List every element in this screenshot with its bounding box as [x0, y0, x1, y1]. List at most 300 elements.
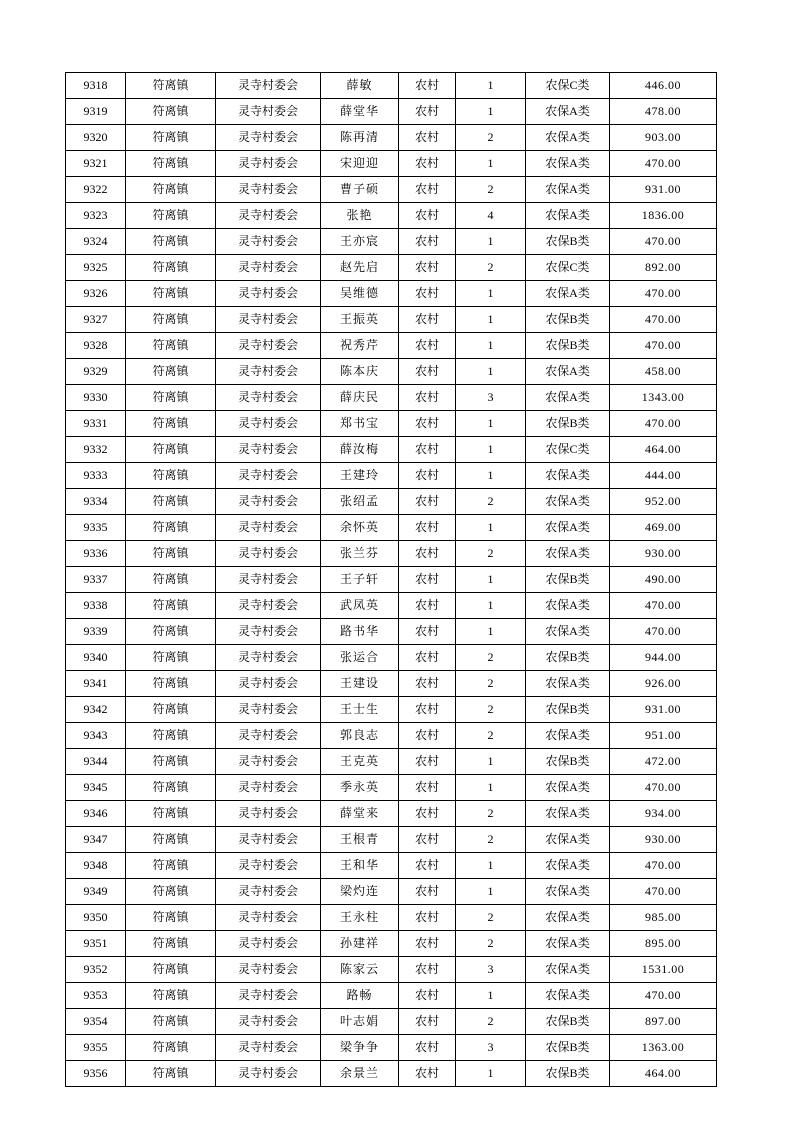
cell-id: 9353	[66, 983, 126, 1009]
cell-village: 灵寺村委会	[216, 827, 321, 853]
cell-count: 1	[456, 775, 526, 801]
cell-town: 符离镇	[126, 775, 216, 801]
cell-count: 1	[456, 151, 526, 177]
cell-town: 符离镇	[126, 333, 216, 359]
cell-amount: 892.00	[610, 255, 717, 281]
table-row	[66, 801, 717, 827]
cell-count: 1	[456, 749, 526, 775]
cell-amount: 930.00	[610, 541, 717, 567]
cell-type: 农村	[399, 1009, 456, 1035]
cell-village: 灵寺村委会	[216, 385, 321, 411]
cell-type: 农村	[399, 619, 456, 645]
cell-category: 农保C类	[526, 255, 610, 281]
cell-amount: 470.00	[610, 775, 717, 801]
table-row	[66, 151, 717, 177]
cell-id: 9336	[66, 541, 126, 567]
cell-village: 灵寺村委会	[216, 931, 321, 957]
cell-category: 农保B类	[526, 1035, 610, 1061]
cell-count: 1	[456, 567, 526, 593]
table-row	[66, 827, 717, 853]
cell-town: 符离镇	[126, 125, 216, 151]
cell-name: 王士生	[321, 697, 399, 723]
cell-amount: 490.00	[610, 567, 717, 593]
cell-type: 农村	[399, 567, 456, 593]
cell-type: 农村	[399, 437, 456, 463]
cell-name: 郑书宝	[321, 411, 399, 437]
cell-name: 王根青	[321, 827, 399, 853]
cell-amount: 1363.00	[610, 1035, 717, 1061]
cell-count: 1	[456, 99, 526, 125]
cell-id: 9352	[66, 957, 126, 983]
cell-type: 农村	[399, 125, 456, 151]
table-row	[66, 307, 717, 333]
cell-category: 农保A类	[526, 957, 610, 983]
cell-category: 农保A类	[526, 619, 610, 645]
cell-amount: 470.00	[610, 229, 717, 255]
cell-amount: 926.00	[610, 671, 717, 697]
cell-amount: 931.00	[610, 177, 717, 203]
cell-town: 符离镇	[126, 307, 216, 333]
table-row	[66, 515, 717, 541]
cell-category: 农保B类	[526, 333, 610, 359]
cell-count: 2	[456, 1009, 526, 1035]
cell-type: 农村	[399, 229, 456, 255]
cell-town: 符离镇	[126, 645, 216, 671]
cell-town: 符离镇	[126, 1061, 216, 1087]
cell-amount: 985.00	[610, 905, 717, 931]
cell-village: 灵寺村委会	[216, 983, 321, 1009]
cell-amount: 478.00	[610, 99, 717, 125]
cell-type: 农村	[399, 541, 456, 567]
cell-type: 农村	[399, 359, 456, 385]
cell-amount: 897.00	[610, 1009, 717, 1035]
cell-amount: 470.00	[610, 983, 717, 1009]
cell-village: 灵寺村委会	[216, 281, 321, 307]
cell-name: 张艳	[321, 203, 399, 229]
cell-village: 灵寺村委会	[216, 593, 321, 619]
cell-id: 9343	[66, 723, 126, 749]
cell-count: 2	[456, 255, 526, 281]
cell-town: 符离镇	[126, 827, 216, 853]
cell-type: 农村	[399, 671, 456, 697]
cell-category: 农保A类	[526, 489, 610, 515]
table-row	[66, 73, 717, 99]
cell-category: 农保A类	[526, 931, 610, 957]
cell-name: 郭良志	[321, 723, 399, 749]
cell-id: 9355	[66, 1035, 126, 1061]
table-row	[66, 437, 717, 463]
cell-town: 符离镇	[126, 515, 216, 541]
cell-type: 农村	[399, 957, 456, 983]
table-row	[66, 1009, 717, 1035]
cell-type: 农村	[399, 255, 456, 281]
table-row	[66, 229, 717, 255]
table-row	[66, 411, 717, 437]
table-row	[66, 879, 717, 905]
cell-count: 1	[456, 411, 526, 437]
cell-id: 9342	[66, 697, 126, 723]
cell-category: 农保A类	[526, 593, 610, 619]
cell-category: 农保B类	[526, 229, 610, 255]
cell-id: 9351	[66, 931, 126, 957]
cell-name: 薛庆民	[321, 385, 399, 411]
cell-town: 符离镇	[126, 359, 216, 385]
cell-count: 1	[456, 1061, 526, 1087]
table-row	[66, 697, 717, 723]
cell-type: 农村	[399, 983, 456, 1009]
cell-id: 9325	[66, 255, 126, 281]
cell-type: 农村	[399, 775, 456, 801]
table-row	[66, 775, 717, 801]
cell-town: 符离镇	[126, 801, 216, 827]
table-row	[66, 385, 717, 411]
cell-village: 灵寺村委会	[216, 567, 321, 593]
cell-type: 农村	[399, 931, 456, 957]
cell-village: 灵寺村委会	[216, 73, 321, 99]
cell-village: 灵寺村委会	[216, 1035, 321, 1061]
cell-count: 1	[456, 229, 526, 255]
cell-town: 符离镇	[126, 489, 216, 515]
table-row	[66, 645, 717, 671]
cell-amount: 934.00	[610, 801, 717, 827]
cell-town: 符离镇	[126, 931, 216, 957]
cell-category: 农保A类	[526, 99, 610, 125]
cell-id: 9328	[66, 333, 126, 359]
cell-amount: 464.00	[610, 437, 717, 463]
cell-town: 符离镇	[126, 983, 216, 1009]
cell-amount: 470.00	[610, 853, 717, 879]
cell-name: 祝秀芹	[321, 333, 399, 359]
cell-id: 9341	[66, 671, 126, 697]
cell-name: 孙建祥	[321, 931, 399, 957]
cell-id: 9345	[66, 775, 126, 801]
cell-count: 3	[456, 1035, 526, 1061]
cell-town: 符离镇	[126, 619, 216, 645]
cell-id: 9338	[66, 593, 126, 619]
cell-amount: 472.00	[610, 749, 717, 775]
cell-id: 9344	[66, 749, 126, 775]
cell-amount: 951.00	[610, 723, 717, 749]
cell-town: 符离镇	[126, 151, 216, 177]
cell-name: 王建设	[321, 671, 399, 697]
cell-amount: 930.00	[610, 827, 717, 853]
cell-name: 宋迎迎	[321, 151, 399, 177]
cell-amount: 444.00	[610, 463, 717, 489]
table-row	[66, 99, 717, 125]
cell-id: 9327	[66, 307, 126, 333]
cell-village: 灵寺村委会	[216, 749, 321, 775]
cell-town: 符离镇	[126, 593, 216, 619]
table-row	[66, 853, 717, 879]
cell-id: 9319	[66, 99, 126, 125]
cell-village: 灵寺村委会	[216, 177, 321, 203]
table-row	[66, 177, 717, 203]
cell-amount: 1531.00	[610, 957, 717, 983]
cell-name: 薛敏	[321, 73, 399, 99]
cell-amount: 470.00	[610, 411, 717, 437]
cell-type: 农村	[399, 333, 456, 359]
cell-village: 灵寺村委会	[216, 957, 321, 983]
cell-id: 9323	[66, 203, 126, 229]
cell-town: 符离镇	[126, 203, 216, 229]
table-row	[66, 489, 717, 515]
cell-name: 曹子硕	[321, 177, 399, 203]
cell-category: 农保A类	[526, 723, 610, 749]
cell-name: 王永柱	[321, 905, 399, 931]
cell-town: 符离镇	[126, 1035, 216, 1061]
cell-village: 灵寺村委会	[216, 489, 321, 515]
cell-village: 灵寺村委会	[216, 515, 321, 541]
cell-name: 陈家云	[321, 957, 399, 983]
cell-count: 4	[456, 203, 526, 229]
cell-amount: 903.00	[610, 125, 717, 151]
cell-village: 灵寺村委会	[216, 229, 321, 255]
cell-count: 2	[456, 905, 526, 931]
cell-category: 农保A类	[526, 801, 610, 827]
cell-count: 1	[456, 437, 526, 463]
cell-amount: 895.00	[610, 931, 717, 957]
cell-count: 1	[456, 333, 526, 359]
cell-village: 灵寺村委会	[216, 1061, 321, 1087]
cell-amount: 470.00	[610, 619, 717, 645]
cell-category: 农保B类	[526, 697, 610, 723]
cell-id: 9318	[66, 73, 126, 99]
cell-count: 1	[456, 307, 526, 333]
cell-name: 叶志娟	[321, 1009, 399, 1035]
table-row	[66, 1035, 717, 1061]
cell-type: 农村	[399, 827, 456, 853]
cell-town: 符离镇	[126, 255, 216, 281]
cell-type: 农村	[399, 853, 456, 879]
cell-village: 灵寺村委会	[216, 541, 321, 567]
cell-category: 农保A类	[526, 827, 610, 853]
cell-name: 王子轩	[321, 567, 399, 593]
cell-type: 农村	[399, 515, 456, 541]
cell-village: 灵寺村委会	[216, 99, 321, 125]
cell-id: 9347	[66, 827, 126, 853]
table-row	[66, 931, 717, 957]
cell-id: 9330	[66, 385, 126, 411]
cell-count: 1	[456, 593, 526, 619]
cell-amount: 470.00	[610, 879, 717, 905]
cell-name: 王振英	[321, 307, 399, 333]
table-row	[66, 333, 717, 359]
cell-type: 农村	[399, 411, 456, 437]
cell-count: 2	[456, 723, 526, 749]
cell-category: 农保A类	[526, 385, 610, 411]
table-row	[66, 463, 717, 489]
table-row	[66, 281, 717, 307]
cell-village: 灵寺村委会	[216, 853, 321, 879]
cell-village: 灵寺村委会	[216, 1009, 321, 1035]
cell-village: 灵寺村委会	[216, 645, 321, 671]
table-row	[66, 125, 717, 151]
cell-category: 农保A类	[526, 281, 610, 307]
cell-name: 王和华	[321, 853, 399, 879]
cell-name: 张运合	[321, 645, 399, 671]
cell-town: 符离镇	[126, 905, 216, 931]
cell-category: 农保A类	[526, 151, 610, 177]
cell-village: 灵寺村委会	[216, 697, 321, 723]
table-row	[66, 749, 717, 775]
cell-village: 灵寺村委会	[216, 723, 321, 749]
cell-village: 灵寺村委会	[216, 905, 321, 931]
cell-name: 陈本庆	[321, 359, 399, 385]
cell-category: 农保C类	[526, 437, 610, 463]
cell-village: 灵寺村委会	[216, 879, 321, 905]
cell-amount: 952.00	[610, 489, 717, 515]
cell-id: 9354	[66, 1009, 126, 1035]
cell-category: 农保A类	[526, 671, 610, 697]
cell-type: 农村	[399, 879, 456, 905]
cell-name: 张兰芬	[321, 541, 399, 567]
table-row	[66, 619, 717, 645]
table-row	[66, 255, 717, 281]
cell-category: 农保A类	[526, 853, 610, 879]
cell-town: 符离镇	[126, 879, 216, 905]
cell-id: 9337	[66, 567, 126, 593]
cell-name: 薛堂来	[321, 801, 399, 827]
cell-amount: 1836.00	[610, 203, 717, 229]
table-row	[66, 541, 717, 567]
cell-village: 灵寺村委会	[216, 333, 321, 359]
cell-town: 符离镇	[126, 853, 216, 879]
cell-town: 符离镇	[126, 749, 216, 775]
cell-amount: 470.00	[610, 307, 717, 333]
cell-type: 农村	[399, 905, 456, 931]
cell-type: 农村	[399, 463, 456, 489]
cell-village: 灵寺村委会	[216, 411, 321, 437]
cell-category: 农保A类	[526, 463, 610, 489]
cell-type: 农村	[399, 801, 456, 827]
cell-category: 农保A类	[526, 879, 610, 905]
cell-id: 9350	[66, 905, 126, 931]
cell-name: 薛堂华	[321, 99, 399, 125]
cell-village: 灵寺村委会	[216, 151, 321, 177]
cell-count: 2	[456, 671, 526, 697]
cell-id: 9334	[66, 489, 126, 515]
cell-count: 2	[456, 931, 526, 957]
cell-id: 9356	[66, 1061, 126, 1087]
cell-type: 农村	[399, 1061, 456, 1087]
table-row	[66, 957, 717, 983]
cell-town: 符离镇	[126, 723, 216, 749]
cell-count: 2	[456, 125, 526, 151]
cell-count: 2	[456, 801, 526, 827]
cell-count: 1	[456, 983, 526, 1009]
cell-id: 9326	[66, 281, 126, 307]
cell-town: 符离镇	[126, 463, 216, 489]
cell-name: 路书华	[321, 619, 399, 645]
cell-id: 9333	[66, 463, 126, 489]
cell-town: 符离镇	[126, 957, 216, 983]
cell-town: 符离镇	[126, 281, 216, 307]
cell-count: 3	[456, 957, 526, 983]
cell-village: 灵寺村委会	[216, 671, 321, 697]
cell-id: 9339	[66, 619, 126, 645]
table-row	[66, 723, 717, 749]
table-row	[66, 203, 717, 229]
cell-category: 农保A类	[526, 775, 610, 801]
table-row	[66, 983, 717, 1009]
cell-type: 农村	[399, 593, 456, 619]
cell-name: 陈再清	[321, 125, 399, 151]
cell-name: 吴维德	[321, 281, 399, 307]
cell-category: 农保A类	[526, 125, 610, 151]
cell-count: 2	[456, 697, 526, 723]
table-row	[66, 905, 717, 931]
cell-type: 农村	[399, 307, 456, 333]
cell-amount: 931.00	[610, 697, 717, 723]
cell-type: 农村	[399, 723, 456, 749]
cell-town: 符离镇	[126, 229, 216, 255]
cell-amount: 1343.00	[610, 385, 717, 411]
cell-count: 1	[456, 463, 526, 489]
cell-village: 灵寺村委会	[216, 359, 321, 385]
cell-name: 王亦宸	[321, 229, 399, 255]
cell-type: 农村	[399, 749, 456, 775]
cell-id: 9349	[66, 879, 126, 905]
benefits-table-body	[66, 73, 717, 1087]
cell-amount: 464.00	[610, 1061, 717, 1087]
cell-village: 灵寺村委会	[216, 463, 321, 489]
cell-name: 梁灼连	[321, 879, 399, 905]
cell-amount: 458.00	[610, 359, 717, 385]
cell-count: 3	[456, 385, 526, 411]
cell-town: 符离镇	[126, 73, 216, 99]
cell-type: 农村	[399, 73, 456, 99]
cell-count: 1	[456, 619, 526, 645]
cell-category: 农保B类	[526, 1009, 610, 1035]
cell-name: 王建玲	[321, 463, 399, 489]
cell-town: 符离镇	[126, 697, 216, 723]
cell-id: 9322	[66, 177, 126, 203]
cell-village: 灵寺村委会	[216, 801, 321, 827]
table-row	[66, 1061, 717, 1087]
cell-name: 季永英	[321, 775, 399, 801]
cell-village: 灵寺村委会	[216, 255, 321, 281]
cell-town: 符离镇	[126, 99, 216, 125]
table-row	[66, 671, 717, 697]
cell-amount: 470.00	[610, 281, 717, 307]
cell-type: 农村	[399, 177, 456, 203]
cell-category: 农保A类	[526, 983, 610, 1009]
cell-amount: 470.00	[610, 151, 717, 177]
cell-id: 9329	[66, 359, 126, 385]
cell-name: 张绍孟	[321, 489, 399, 515]
cell-amount: 470.00	[610, 333, 717, 359]
cell-count: 1	[456, 359, 526, 385]
cell-village: 灵寺村委会	[216, 203, 321, 229]
cell-count: 2	[456, 827, 526, 853]
cell-category: 农保B类	[526, 307, 610, 333]
cell-category: 农保A类	[526, 359, 610, 385]
cell-name: 赵先启	[321, 255, 399, 281]
cell-name: 余景兰	[321, 1061, 399, 1087]
cell-id: 9320	[66, 125, 126, 151]
cell-count: 2	[456, 177, 526, 203]
cell-id: 9340	[66, 645, 126, 671]
cell-category: 农保A类	[526, 541, 610, 567]
cell-category: 农保B类	[526, 749, 610, 775]
cell-town: 符离镇	[126, 177, 216, 203]
table-row	[66, 567, 717, 593]
cell-type: 农村	[399, 1035, 456, 1061]
cell-type: 农村	[399, 697, 456, 723]
cell-village: 灵寺村委会	[216, 775, 321, 801]
cell-town: 符离镇	[126, 437, 216, 463]
cell-count: 1	[456, 73, 526, 99]
